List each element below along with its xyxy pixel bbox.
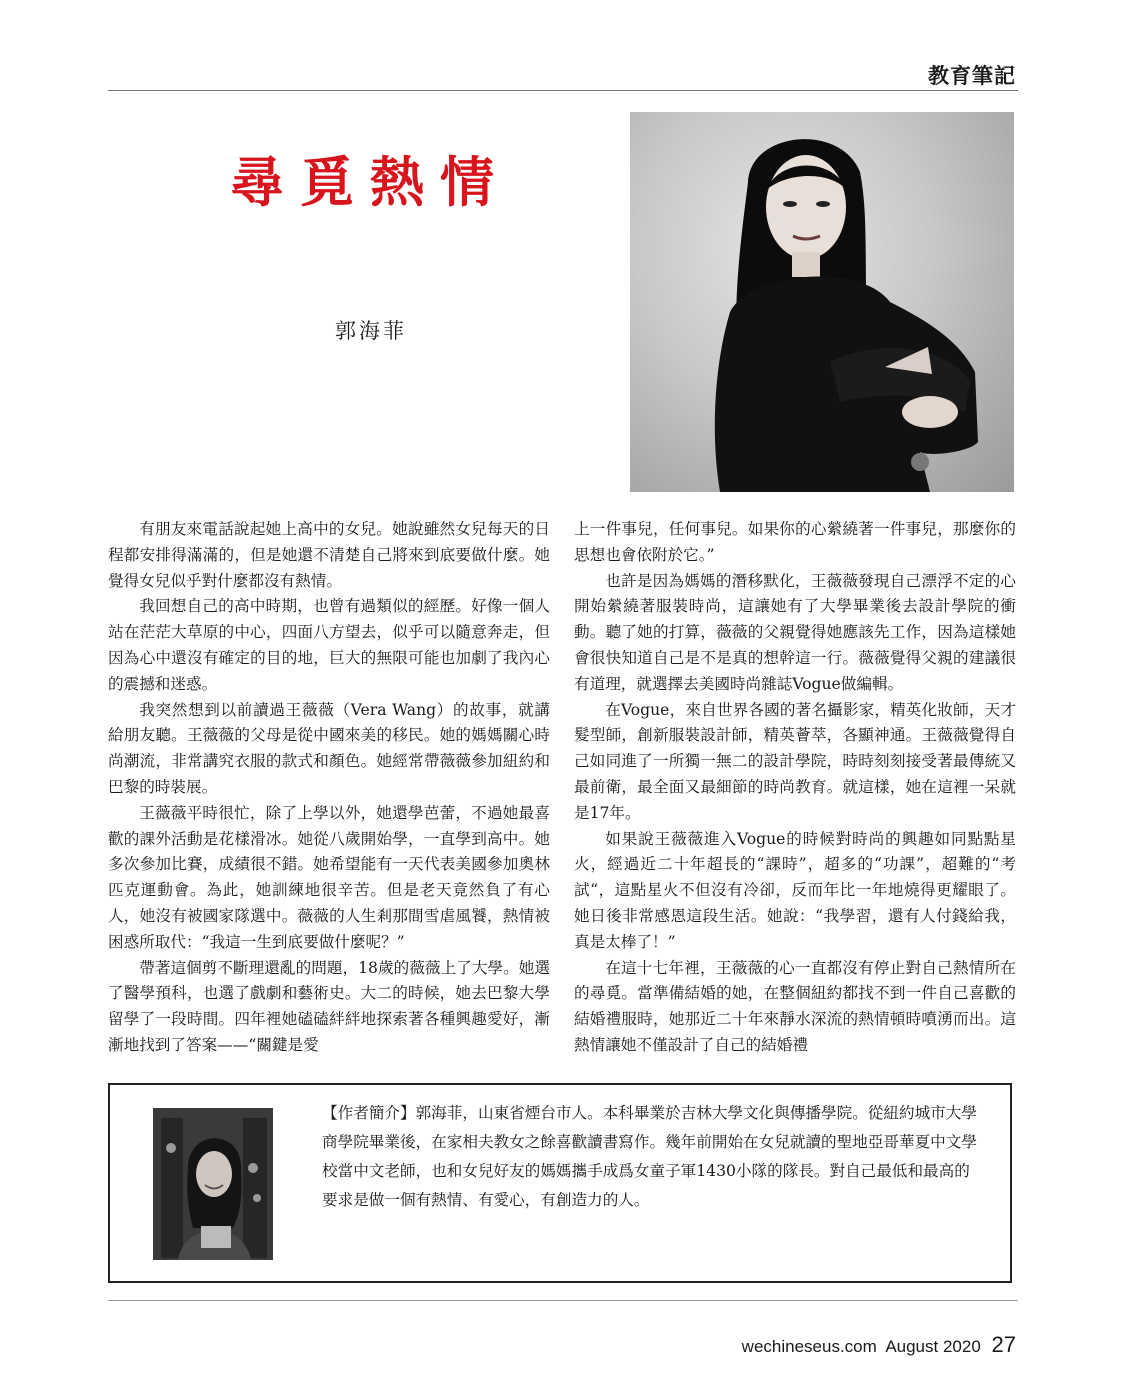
paragraph: 也許是因為媽媽的潛移默化，王薇薇發現自己漂浮不定的心開始縈繞著服裝時尚，這讓她有了大學畢業後去設計學院的衝動。聽了她的打算，薇薇的父親覺得她應該先工作，因為這樣她會很快知道自己是不是真的想幹這一行。薇薇覺得父親的建議很有道理，就選擇去美國時尚雜誌Vogue做編輯。 bbox=[574, 571, 1016, 693]
paragraph: 我突然想到以前讀過王薇薇（Vera Wang）的故事，就講給朋友聽。王薇薇的父母是從中國來美的移民。她的媽媽關心時尚潮流，非常講究衣服的款式和顏色。她經常帶薇薇參加紐約和巴黎的時裝展。 bbox=[108, 700, 550, 796]
author-bio-box bbox=[108, 1083, 1012, 1283]
article-column-left bbox=[108, 517, 550, 1059]
section-label: 教育筆記 bbox=[928, 64, 1016, 88]
paragraph-continued: 上一件事兒，任何事兒。如果你的心縈繞著一件事兒，那麼你的思想也會依附於它。” bbox=[574, 520, 1016, 564]
article-author: 郭海菲 bbox=[335, 319, 407, 343]
paragraph: 我回想自己的高中時期，也曾有過類似的經歷。好像一個人站在茫茫大草原的中心，四面八方望去，似乎可以隨意奔走，但因為心中還沒有確定的目的地，巨大的無限可能也加劇了我內心的震撼和迷惑。 bbox=[108, 597, 550, 693]
bio-label: 【作者簡介】 bbox=[322, 1104, 416, 1122]
top-rule bbox=[108, 90, 1018, 91]
page-number: 27 bbox=[991, 1332, 1016, 1357]
paragraph: 王薇薇平時很忙，除了上學以外，她還學芭蕾，不過她最喜歡的課外活動是花樣滑冰。她從八歲開始學，一直學到高中。她多次參加比賽，成績很不錯。她希望能有一天代表美國參加奧林匹克運動會。為此，她訓練地很辛苦。但是老天竟然負了有心人，她沒有被國家隊選中。薇薇的人生剎那間雪虐風饕，熱情被困惑所取代：“我這一生到底要做什麼呢？” bbox=[108, 803, 550, 951]
paragraph: 在Vogue，來自世界各國的著名攝影家，精英化妝師，天才髮型師，創新服裝設計師，精英薈萃，各顯神通。王薇薇覺得自己如同進了一所獨一無二的設計學院，時時刻刻接受著最傳統又最前衛，最全面又最細節的時尚教育。就這樣，她在這裡一呆就是17年。 bbox=[574, 700, 1016, 822]
paragraph: 有朋友來電話說起她上高中的女兒。她說雖然女兒每天的日程都安排得滿滿的，但是她還不清楚自己將來到底要做什麼。她覺得女兒似乎對什麼都沒有熱情。 bbox=[108, 520, 550, 590]
author-bio-text bbox=[322, 1099, 982, 1215]
paragraph: 帶著這個剪不斷理還亂的問題，18歲的薇薇上了大學。她選了醫學預科，也選了戲劇和藝術史。大二的時候，她去巴黎大學留學了一段時間。四年裡她磕磕絆絆地探索著各種興趣愛好，漸漸地找到了答案——“關鍵是愛 bbox=[108, 958, 550, 1054]
article-title: 尋覓熱情 bbox=[230, 150, 510, 214]
footer-site: wechineseus.com bbox=[741, 1337, 877, 1356]
page-footer bbox=[742, 1332, 1016, 1358]
author-photo bbox=[153, 1108, 273, 1260]
bottom-rule bbox=[108, 1300, 1018, 1301]
article-column-right bbox=[574, 517, 1016, 1059]
footer-issue: August 2020 bbox=[885, 1337, 981, 1356]
paragraph: 如果說王薇薇進入Vogue的時候對時尚的興趣如同點點星火，經過近二十年超長的“課時”，超多的“功課”，超難的“考試“，這點星火不但沒有冷卻，反而年比一年地燒得更耀眼了。她日後非常感恩這段生活。她說：“我學習，還有人付錢給我，真是太棒了！” bbox=[574, 829, 1016, 951]
bio-body: 郭海菲，山東省煙台市人。本科畢業於吉林大學文化與傳播學院。從紐約城市大學商學院畢業後，在家相夫教女之餘喜歡讀書寫作。幾年前開始在女兒就讀的聖地亞哥華夏中文學校當中文老師，也和女兒好友的媽媽攜手成爲女童子軍1430小隊的隊長。對自己最低和最高的要求是做一個有熱情、有愛心，有創造力的人。 bbox=[322, 1104, 977, 1209]
portrait-illustration bbox=[630, 112, 1014, 492]
author-photo-illustration bbox=[153, 1108, 273, 1260]
portrait-photo bbox=[630, 112, 1014, 492]
paragraph: 在這十七年裡，王薇薇的心一直都沒有停止對自己熱情所在的尋覓。當準備結婚的她，在整個紐約都找不到一件自己喜歡的結婚禮服時，她那近二十年來靜水深流的熱情頓時噴湧而出。這熱情讓她不僅設計了自己的結婚禮 bbox=[574, 958, 1016, 1054]
